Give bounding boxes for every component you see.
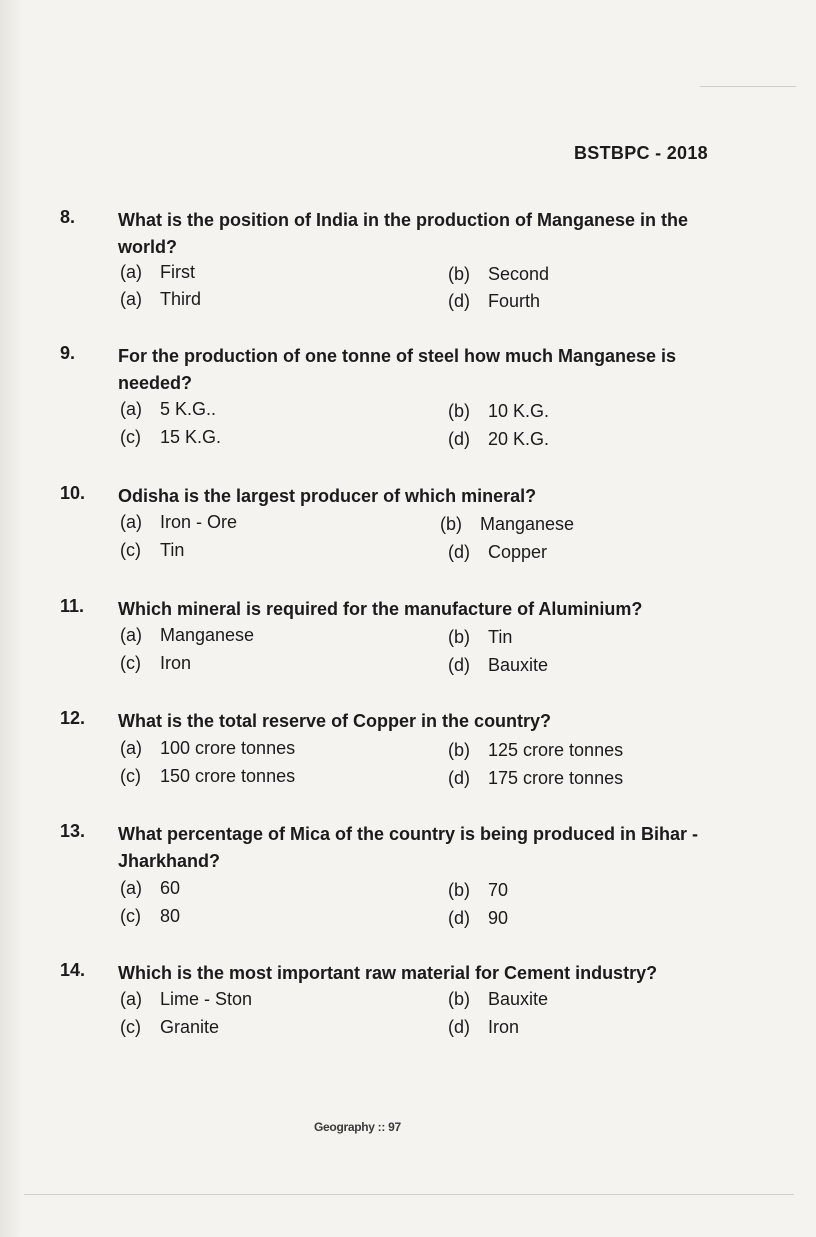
option-d: (d) Bauxite (448, 655, 549, 675)
question-text: What is the total reserve of Copper in the country? (118, 711, 552, 731)
question-text: For the production of one tonne of steel how much Manganese is needed? (118, 346, 677, 393)
exam-code: BSTBPC - 2018 (574, 143, 708, 163)
option-d: (d) Copper (448, 542, 548, 562)
option-c: (c) 80 (120, 906, 181, 926)
option-c: (a) Third (120, 289, 202, 309)
option-a: (a) 5 K.G.. (120, 399, 217, 419)
option-d: (d) Iron (448, 1017, 520, 1037)
question-number: 14. (60, 960, 86, 980)
option-b: (b) Second (448, 264, 550, 284)
option-a: (a) 100 crore tonnes (120, 738, 296, 758)
option-d: (d) Fourth (448, 291, 541, 311)
question-number: 8. (60, 207, 76, 227)
question-text: Which mineral is required for the manufacture of Aluminium? (118, 599, 643, 619)
option-a: (a) First (120, 262, 195, 282)
option-a: (a) Manganese (120, 625, 255, 645)
question-text: What percentage of Mica of the country is being produced in Bihar - Jharkhand? (118, 824, 699, 871)
option-d: (d) 90 (448, 908, 509, 928)
question-number: 9. (60, 343, 76, 363)
scan-edge (0, 0, 22, 1237)
option-b: (b) 125 crore tonnes (448, 740, 624, 760)
question-number: 10. (60, 483, 86, 503)
question-number: 12. (60, 708, 86, 728)
option-c: (c) 150 crore tonnes (120, 766, 296, 786)
option-c: (c) Iron (120, 653, 192, 673)
option-b: (b) Manganese (440, 514, 575, 534)
option-a: (a) Iron - Ore (120, 512, 238, 532)
option-b: (b) Bauxite (448, 989, 549, 1009)
option-c: (c) 15 K.G. (120, 427, 222, 447)
bottom-rule (24, 1194, 794, 1195)
question-text: Which is the most important raw material for Cement industry? (118, 963, 658, 983)
question-text: What is the position of India in the production of Manganese in the world? (118, 210, 688, 257)
top-rule (700, 86, 796, 87)
option-a: (a) Lime - Ston (120, 989, 253, 1009)
option-c: (c) Tin (120, 540, 185, 560)
option-b: (b) 70 (448, 880, 509, 900)
question-number: 13. (60, 821, 86, 841)
option-d: (d) 20 K.G. (448, 429, 550, 449)
option-b: (b) 10 K.G. (448, 401, 550, 421)
option-d: (d) 175 crore tonnes (448, 768, 624, 788)
question-text: Odisha is the largest producer of which mineral? (118, 486, 537, 506)
option-a: (a) 60 (120, 878, 181, 898)
option-c: (c) Granite (120, 1017, 220, 1037)
page-footer: Geography :: 97 (314, 1120, 401, 1134)
question-number: 11. (60, 596, 85, 616)
option-b: (b) Tin (448, 627, 513, 647)
